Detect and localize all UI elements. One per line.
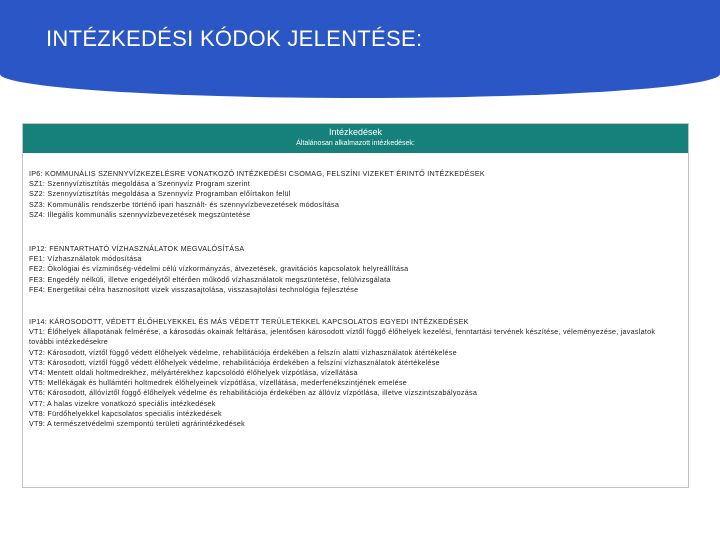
section-heading: IP14: KÁROSODOTT, VÉDETT ÉLŐHELYEKKEL ÉS MÁS VÉDETT TERÜLETEKKEL KAPCSOLATOS EGYEDI INTÉZKEDÉSEK: [29, 317, 469, 327]
measure-item: VT1: Élőhelyek állapotának felmérése, a károsodás okainak feltárása, jelentősen károsodott víztől függő élőhelyek kezelési, fenntartási tervének készítése, véleményezése, javaslatok további intézkedésekre: [29, 327, 656, 347]
panel-subtitle: Általánosan alkalmazott intézkedések:: [296, 140, 415, 147]
measure-item: VT8: Fürdőhelyekkel kapcsolatos speciális intézkedések: [29, 408, 222, 418]
measure-item: FE1: Vízhasználatok módosítása: [29, 254, 142, 264]
measures-panel: [22, 123, 689, 488]
section-ip12: [29, 244, 682, 295]
measure-item: VT4: Mentett oldali holtmedrekhez, mélyártérekhez kapcsolódó élőhelyek vízpótlása, vízellátása: [29, 368, 358, 378]
page-title: INTÉZKEDÉSI KÓDOK JELENTÉSE:: [46, 26, 423, 51]
measure-item: SZ1: Szennyvíztisztítás megoldása a Szennyvíz Program szerint: [29, 179, 250, 189]
panel-title: Intézkedések: [328, 127, 383, 137]
section-ip6: [29, 169, 682, 220]
measure-item: SZ4: Illegális kommunális szennyvízbevezetések megszüntetése: [29, 209, 251, 219]
panel-header: [23, 124, 688, 153]
title-banner: [0, 0, 720, 98]
measure-item: FE4: Energetikai célra hasznosított vizek visszasajtolása, visszasajtolási technológia fejlesztése: [29, 284, 359, 294]
measure-item: SZ2: Szennyvíztisztítás megoldása a Szennyvíz Programban előírtakon felül: [29, 189, 291, 199]
measure-item: VT3: Károsodott, víztől függő védett élőhelyek védelme, rehabilitációja érdekében a felszíni vízhasználatok átértékelése: [29, 357, 440, 367]
measure-item: FE2: Ökológiai és vízminőség-védelmi célú vízkormányzás, átvezetések, gravitációs kapcsolatok helyreállítása: [29, 264, 409, 274]
measure-item: VT9: A természetvédelmi szempontú területi agrárintézkedések: [29, 419, 245, 429]
section-ip14: [29, 317, 682, 429]
measure-item: SZ3: Kommunális rendszerbe történő ipari használt- és szennyvízbevezetések módosítása: [29, 199, 340, 209]
measure-item: FE3: Engedély nélküli, illetve engedélytől eltérően működő vízhasználatok megszüntetése, felülvizsgálata: [29, 274, 391, 284]
section-heading: IP12: FENNTARTHATÓ VÍZHASZNÁLATOK MEGVALÓSÍTÁSA: [29, 244, 245, 254]
measure-item: VT2: Károsodott, víztől függő védett élőhelyek védelme, rehabilitációja érdekében a felszín alatti vízhasználatok átértékelése: [29, 347, 457, 357]
section-heading: IP6: KOMMUNÁLIS SZENNYVÍZKEZELÉSRE VONATKOZÓ INTÉZKEDÉSI CSOMAG, FELSZÍNI VIZEKET ÉRINTŐ INTÉZKEDÉSEK: [29, 169, 485, 178]
panel-content: [23, 153, 688, 429]
measure-item: VT5: Mellékágak és hullámtéri holtmedrek élőhelyeinek vízpótlása, vízellátása, mederfenékszintjének emelése: [29, 378, 407, 388]
measure-item: VT7: A halas vizekre vonatkozó speciális intézkedések: [29, 398, 216, 408]
measure-item: VT6: Károsodott, állóvíztől függő élőhelyek védelme és rehabilitációja érdekében az állóvíz vízpótlása, illetve vízszintszabályozása: [29, 388, 478, 398]
